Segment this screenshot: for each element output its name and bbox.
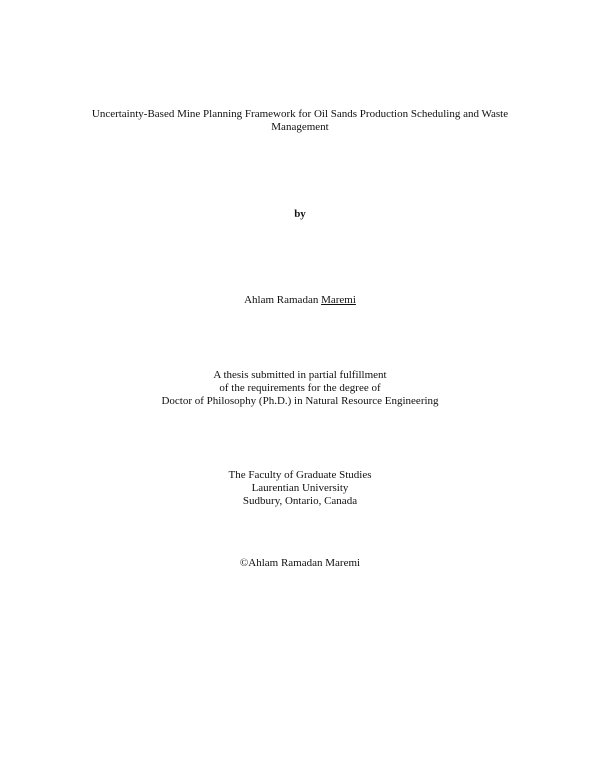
faculty-name: The Faculty of Graduate Studies [228, 469, 372, 481]
author-name [0, 294, 600, 307]
thesis-title-line-2: Management [271, 121, 329, 133]
copyright-notice: ©Ahlam Ramadan Maremi [239, 557, 361, 569]
author-surname: Maremi [321, 294, 356, 306]
author-given-names: Ahlam Ramadan [244, 294, 319, 306]
thesis-statement-line-3: Doctor of Philosophy (Ph.D.) in Natural Resource Engineering [161, 395, 439, 407]
thesis-statement [0, 369, 600, 408]
thesis-title-line-1: Uncertainty-Based Mine Planning Framework for Oil Sands Production Scheduling and Waste [91, 108, 509, 120]
university-location: Sudbury, Ontario, Canada [242, 495, 358, 507]
institution-block [0, 469, 600, 508]
thesis-title [0, 108, 600, 134]
university-name: Laurentian University [251, 482, 349, 494]
by-label: by [294, 208, 306, 220]
thesis-statement-line-1: A thesis submitted in partial fulfillment [213, 369, 387, 381]
thesis-statement-line-2: of the requirements for the degree of [219, 382, 381, 394]
